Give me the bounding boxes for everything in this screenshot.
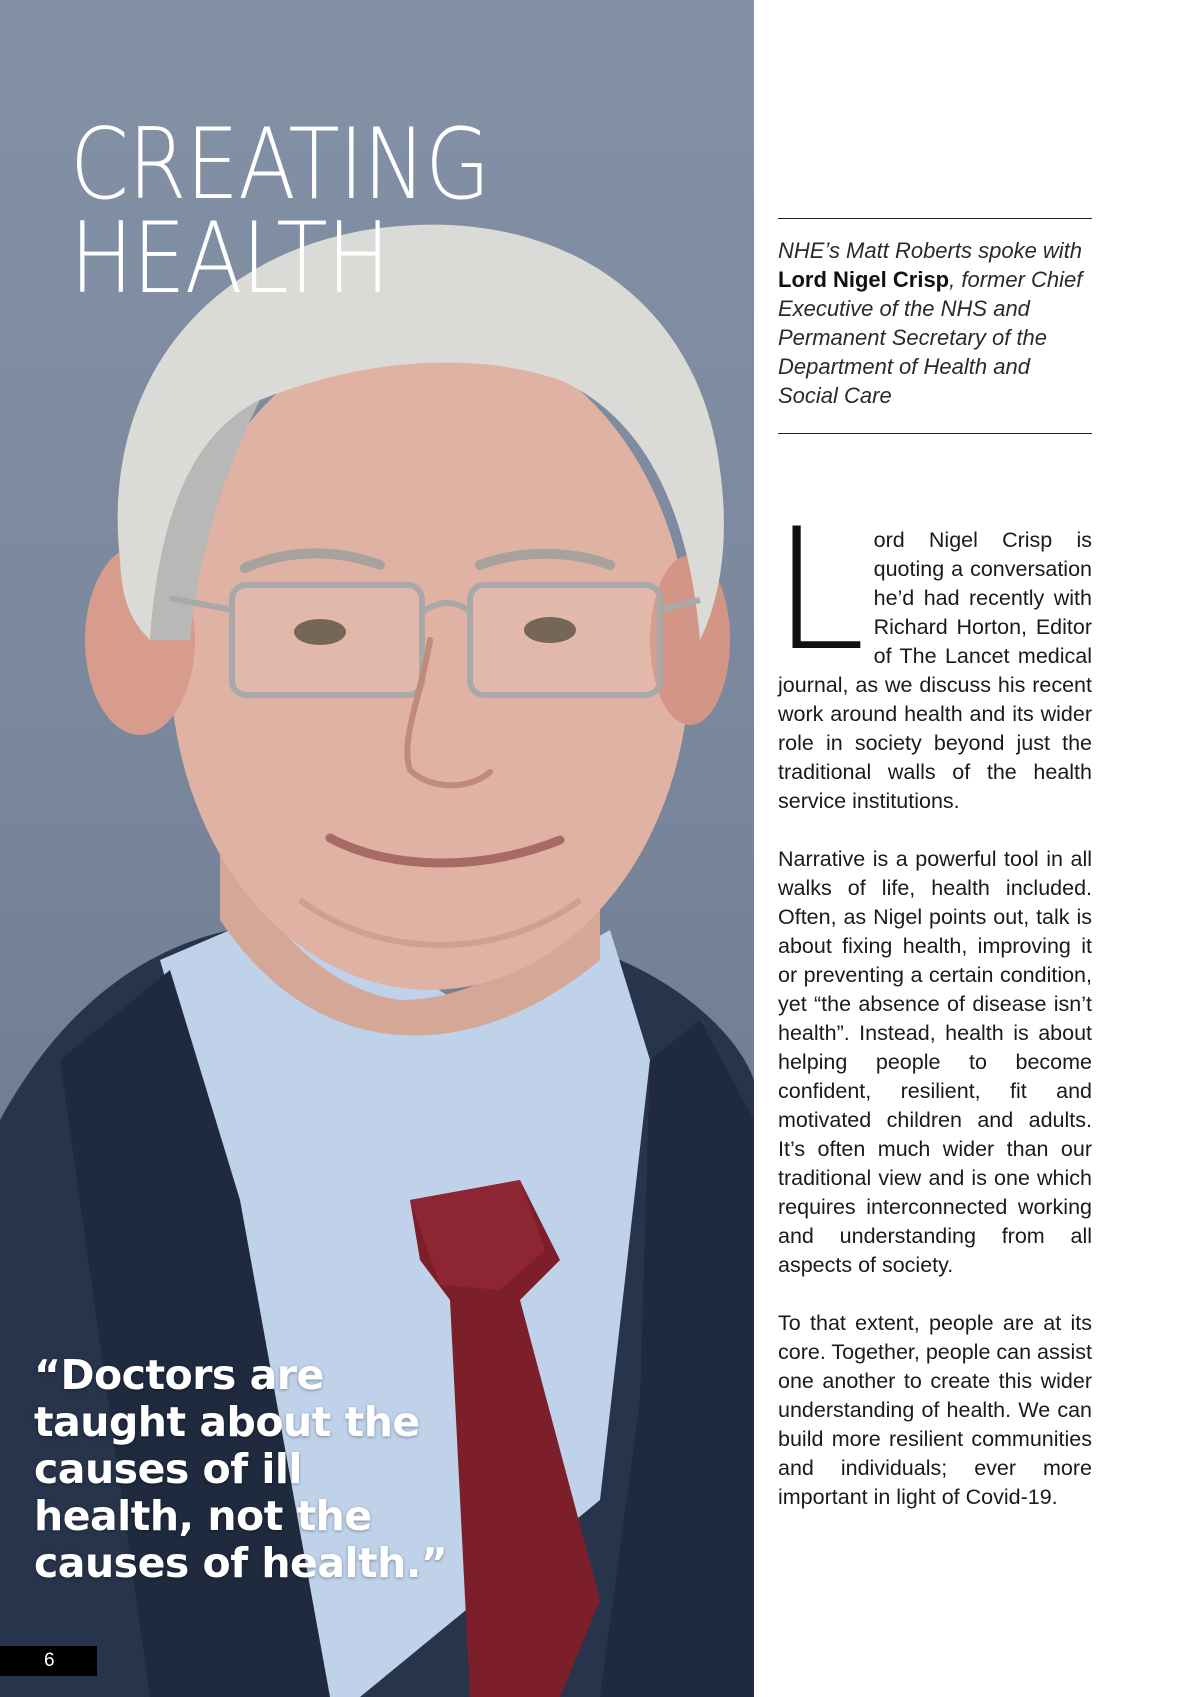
headline-line-2: HEALTH: [70, 202, 390, 316]
standfirst-name: Lord Nigel Crisp: [778, 267, 950, 292]
headline: [70, 108, 490, 316]
standfirst: [778, 236, 1092, 410]
right-lens: [470, 585, 660, 695]
page-number: 6: [0, 1646, 97, 1676]
body-paragraph-2: Narrative is a powerful tool in all walks of life, health included. Often, as Nigel points out, talk is about fixing health, improving it or preventing a certain condition, yet “the absence of disease isn’t health”. Instead, health is about helping people to become confident, resilient, fit and motivated children and adults. It’s often much wider than our traditional view and is one which requires interconnected working and understanding from all aspects of society.: [778, 847, 1092, 1277]
standfirst-intro: NHE’s Matt Roberts spoke with: [778, 238, 1083, 263]
body-paragraph-1-text: ord Nigel Crisp is quoting a conversation he’d had recently with Richard Horton, Editor of The Lancet medical journal, as we discuss his recent work around health and its wider role in society beyond just the traditional walls of the health service institutions.: [778, 528, 1092, 813]
standfirst-top-rule: [778, 218, 1092, 219]
drop-cap: L: [772, 492, 866, 688]
pull-quote: “Doctors are taught about the causes of ill health, not the causes of health.”: [34, 1351, 448, 1587]
headline-line-1: CREATING: [70, 108, 490, 222]
standfirst-bottom-rule: [778, 433, 1092, 434]
standfirst-rest: , former Chief Executive of the NHS and Permanent Secretary of the Department of Health and Social Care: [778, 267, 1083, 408]
body-paragraph-3: To that extent, people are at its core. Together, people can assist one another to create this wider understanding of health. We can build more resilient communities and individuals; ever more important in light of Covid-19.: [778, 1311, 1092, 1509]
body-paragraph-1: [772, 492, 1092, 816]
left-lens: [232, 585, 422, 695]
article-body: [772, 492, 1092, 1541]
